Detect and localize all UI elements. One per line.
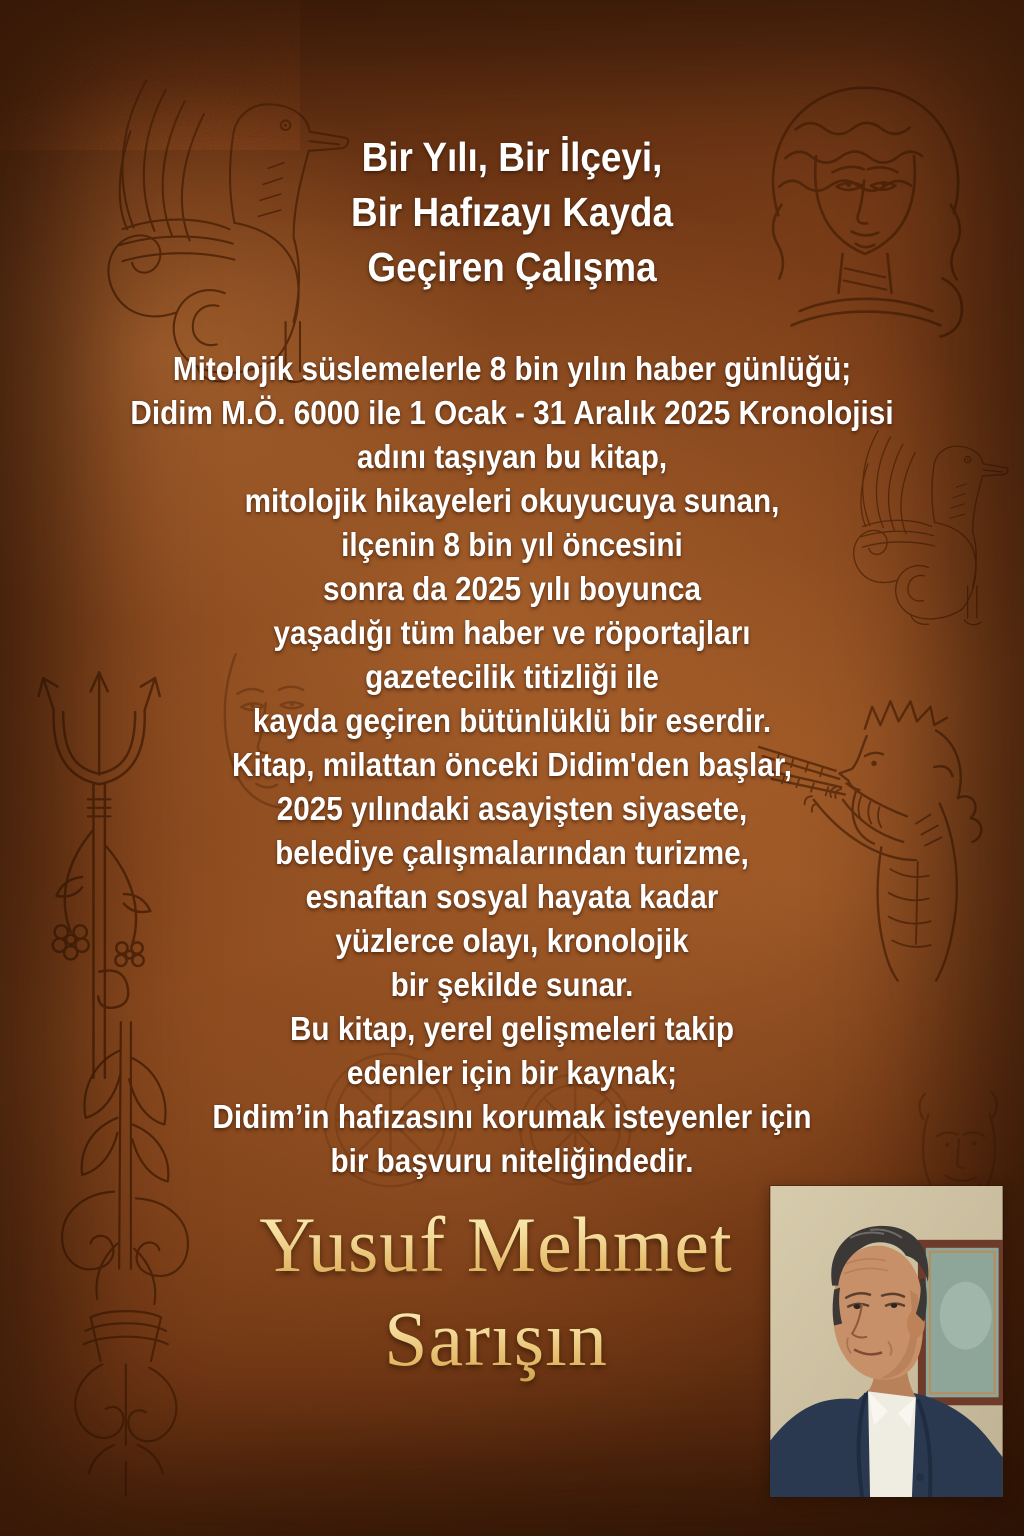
poster-body-text — [51, 347, 973, 1183]
body-line: sonra da 2025 yılı boyunca — [322, 570, 701, 607]
author-portrait-photo — [770, 1186, 1003, 1497]
title-line: Geçiren Çalışma — [367, 244, 657, 290]
poster-title — [51, 130, 973, 295]
body-line: bir şekilde sunar. — [390, 966, 634, 1003]
body-line: edenler için bir kaynak; — [346, 1054, 678, 1091]
body-line: Bu kitap, yerel gelişmeleri takip — [289, 1010, 735, 1047]
title-line: Bir Hafızayı Kayda — [351, 189, 673, 235]
author-name-line: Yusuf Mehmet — [60, 1198, 932, 1292]
body-line: Didim M.Ö. 6000 ile 1 Ocak - 31 Aralık 2025 Kronolojisi — [130, 394, 894, 431]
title-line: Bir Yılı, Bir İlçeyi, — [361, 134, 663, 180]
body-line: belediye çalışmalarından turizme, — [275, 834, 749, 871]
body-line: esnaftan sosyal hayata kadar — [305, 878, 719, 915]
body-line: gazetecilik titizliği ile — [365, 658, 659, 695]
body-line: kayda geçiren bütünlüklü bir eserdir. — [252, 702, 772, 739]
body-line: mitolojik hikayeleri okuyucuya sunan, — [244, 482, 780, 519]
body-line: Kitap, milattan önceki Didim'den başlar, — [232, 746, 792, 783]
body-line: Didim’in hafızasını korumak isteyenler için — [212, 1098, 812, 1135]
body-line: yüzlerce olayı, kronolojik — [335, 922, 689, 959]
body-line: 2025 yılındaki asayişten siyasete, — [276, 790, 748, 827]
body-line: yaşadığı tüm haber ve röportajları — [273, 614, 751, 651]
body-line: Mitolojik süslemelerle 8 bin yılın haber günlüğü; — [172, 350, 852, 387]
framed-picture — [922, 1244, 1003, 1401]
author-name-line: Sarışın — [60, 1292, 932, 1386]
body-line: adını taşıyan bu kitap, — [356, 438, 668, 475]
body-line: ilçenin 8 bin yıl öncesini — [341, 526, 683, 563]
body-line: bir başvuru niteliğindedir. — [330, 1142, 694, 1179]
